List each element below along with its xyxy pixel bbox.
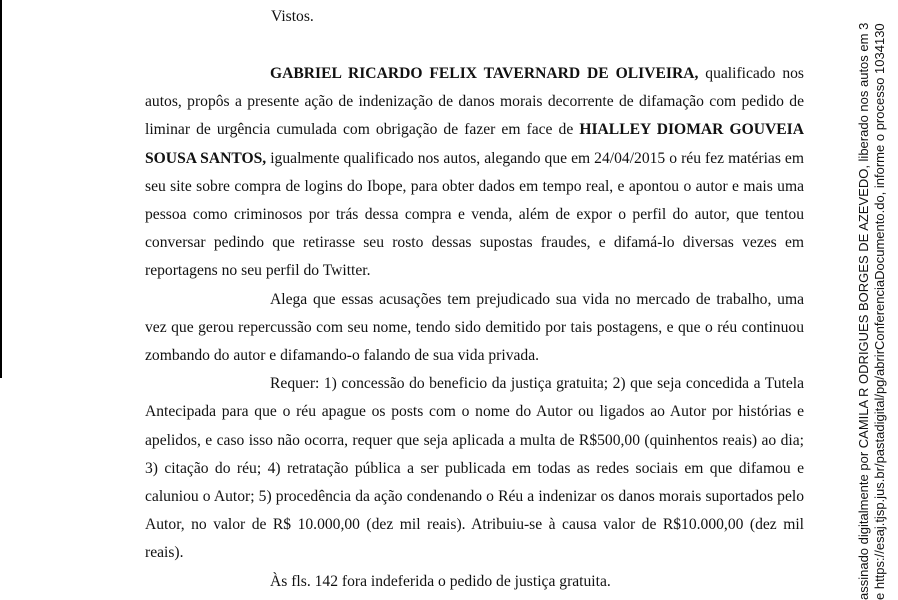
paragraph <box>145 370 804 567</box>
paragraph <box>145 286 804 371</box>
paragraph <box>145 60 804 286</box>
body-text <box>145 60 804 596</box>
heading-vistos: Vistos. <box>271 8 314 25</box>
paragraph-text: qualificado nos autos, propôs a presente ação de indenização de danos morais decorrente de difamação com pedido de liminar de urgência cumulada com obrigação de fazer em face de <box>145 65 804 139</box>
paragraph-text: Requer: 1) concessão do beneficio da justiça gratuita; 2) que seja concedida a Tutela Antecipada para que o réu apague os posts com o nome do Autor ou ligados ao Autor por histórias e apelidos, e caso isso não ocorra, requer que seja aplicada a multa de R$500,00 (quinhentos reais) ao dia; 3) citação do réu; 4) retratação pública a ser publicada em todas as redes sociais em que difamou e caluniou o Autor; 5) procedência da ação condenando o Réu a indenizar os danos morais suportados pelo Autor, no valor de R$ 10.000,00 (dez mil reais). Atribuiu-se à causa valor de R$10.000,00 (dez mil reais). <box>145 375 804 562</box>
verification-link-line: e https://esaj.tjsp.jus.br/pastadigital/pg/abrirConferenciaDocumento.do, informe o processo 1034130 <box>872 23 887 600</box>
paragraph-text: Alega que essas acusações tem prejudicado sua vida no mercado de trabalho, uma vez que gerou repercussão com seu nome, tendo sido demitido por tais postagens, e que o réu continuou zombando do autor e difamando-o falando de sua vida privada. <box>145 290 804 365</box>
left-margin-rule <box>0 0 2 378</box>
plaintiff-name: GABRIEL RICARDO FELIX TAVERNARD DE OLIVEIRA, <box>270 65 699 82</box>
signature-line: assinado digitalmente por CAMILA R ODRIGUES BORGES DE AZEVEDO, liberado nos autos em 3 <box>856 22 871 600</box>
digital-signature-strip <box>856 0 898 600</box>
defendant-name: HIALLEY DIOMAR GOUVEIA SOUSA SANTOS, <box>145 121 804 167</box>
paragraph-text: igualmente qualificado nos autos, alegando que em 24/04/2015 o réu fez matérias em seu site sobre compra de logins do Ibope, para obter dados em tempo real, e apontou o autor e mais uma pessoa como criminosos por trás dessa compra e venda, além de expor o perfil do autor, que tentou conversar pedindo que retirasse seu rosto dessas supostas fraudes, e difamá-lo diversas vezes em reportagens no seu perfil do Twitter. <box>145 149 804 280</box>
paragraph <box>145 568 804 596</box>
paragraph-text: Às fls. 142 fora indeferida o pedido de justiça gratuita. <box>270 572 611 590</box>
